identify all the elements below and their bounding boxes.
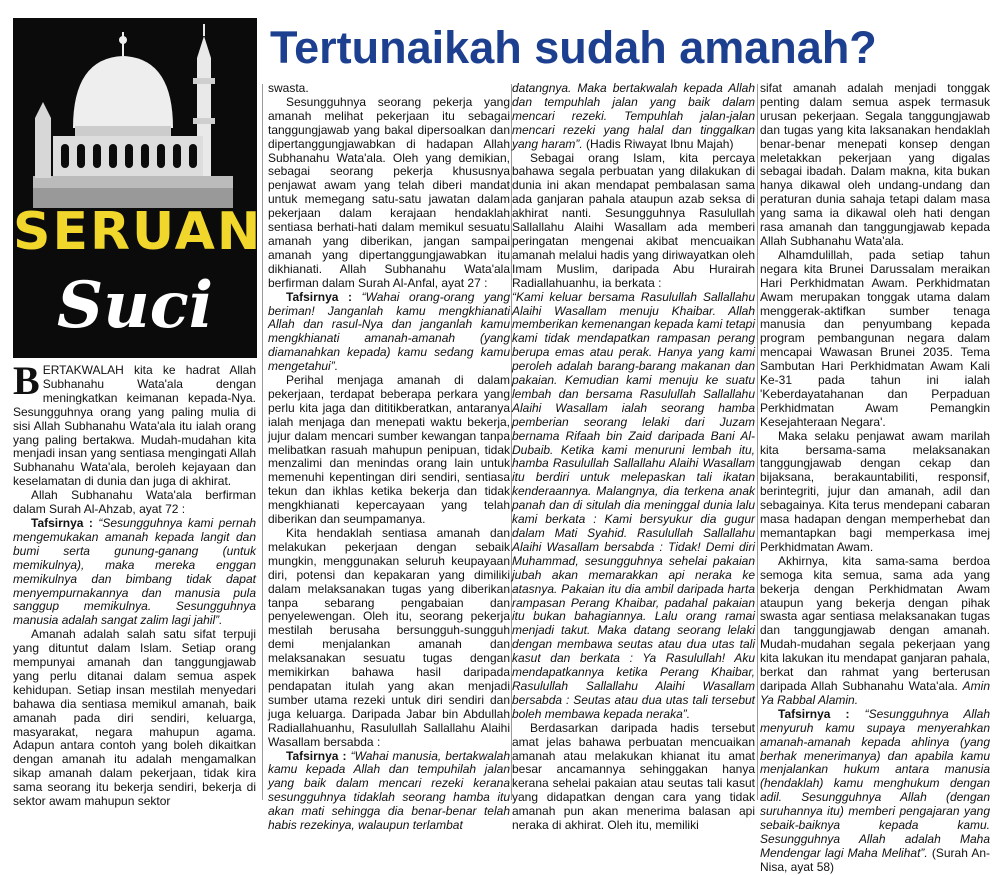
drop-cap: B — [13, 358, 40, 403]
article-column-4 — [760, 81, 991, 874]
paragraph: sifat amanah adalah menjadi tonggak penting dalam semua aspek termasuk urusan pekerjaan. Segala tanggungjawab dan tugas yang kita laksanakan hendaklah benar-benar menepati konsep dengan meletakkan pekerjaan yang digalas sebagai ibadah. Dalam makna, kita bukan hanya dikawal oleh undang-undang dan peraturan dunia sahaja tetapi dalam masa yang sama ia dikawal oleh hati dengan rasa amanah dan tanggungjawab kepada Allah Subhanahu Wata'ala. — [760, 81, 990, 248]
paragraph: Allah Subhanahu Wata'ala berfirman dalam Surah Al-Ahzab, ayat 72 : — [13, 488, 256, 517]
paragraph: Tafsirnya : “Wahai manusia, bertakwalah kamu kepada Allah dan tempuhilah jalan yang baik dalam mencari rezeki kerana sesungguhnya tidaklah seorang hamba itu akan mati sehingga dia benar-benar telah habis rezekinya, walaupun terlambat — [268, 748, 510, 833]
paragraph: swasta. — [268, 81, 309, 95]
logo-word-seruan: SERUAN — [13, 202, 263, 262]
paragraph: Perihal menjaga amanah di dalam pekerjaan, terdapat beberapa perkara yang perlu kita jaga dan dititikberatkan, antaranya ialah menjaga dan menepati waktu bekerja, jujur dalam mencari sumber kewangan tanpa melibatkan rasuah mahupun penipuan, tidak menzalimi dan menindas orang lain untuk memenuhi kepentingan diri sendiri, sentiasa tekun dan ikhlas ketika bekerja dan tidak mengkhianati kepercayaan yang telah diberikan dan seumpamanya. — [268, 373, 510, 527]
paragraph: Tafsirnya : “Sesungguhnya kami pernah mengemukakan amanah kepada langit dan bumi serta gunung-ganang (untuk memikulnya), maka mereka enggan memikulnya dan bimbang tidak dapat menyempurnakannya dan manusia pula sanggup memikulnya. Sesungguhnya manusia adalah sangat zalim lagi jahil”. — [13, 515, 257, 628]
paragraph: Tafsirnya : “Wahai orang-orang yang beriman! Janganlah kamu mengkhianati Allah dan rasul-Nya dan janganlah kamu mengkhianati amanah-amanah (yang diamanahkan kepada) kamu sedang kamu mengetahui”. — [268, 289, 510, 374]
paragraph: Kita hendaklah sentiasa amanah dan melakukan pekerjaan dengan sebaik mungkin, menggunakan seluruh keupayaan diri, potensi dan kepakaran yang dimiliki dalam melaksanakan tugas yang diberikan tanpa sebarang pengabaian dan penyelewengan. Oleh itu, seorang pekerja mestilah berusaha bersungguh-sungguh demi menjalankan amanah dan melaksanakan sesuatu tugas dengan memikirkan bahawa hasil daripada pendapatan itulah yang akan menjadi sumber utama rezeki untuk diri sendiri dan juga keluarga. Daripada Jabar bin Abdullah Radiallahuanhu, Rasulullah Sallallahu Alaihi Wasallam bersabda : — [268, 526, 510, 749]
column-logo — [13, 18, 263, 358]
paragraph: Berdasarkan daripada hadis tersebut amat jelas bahawa perbuatan mencuaikan amanah atau melakukan khianat itu amat besar ancamannya sehinggakan hanya kerana sehelai pakaian atau seutas tali kasut yang didapatkan dengan cara yang tidak amanah pun akan menerima balasan api neraka di akhirat. Oleh itu, memiliki — [512, 720, 755, 833]
paragraph: Maka selaku penjawat awam marilah kita bersama-sama melaksanakan tanggungjawab dengan cekap dan bijaksana, berakauntabiliti, responsif, berintegriti, jujur dan amanah, adil dan sebagainya. Kita terus mendepani cabaran masa hadapan dengan memperhebat dan memantapkan bagi memperkasa imej Perkhidmatan Awam. — [760, 428, 990, 554]
logo-word-suci: Suci — [56, 268, 214, 343]
paragraph: Sesungguhnya seorang pekerja yang amanah melihat pekerjaan itu sebagai tanggungjawab yang bakal dipersoalkan dan dipertanggungjawabkan di hadapan Allah Subhanahu Wata'ala. Oleh yang demikian, sebagai seorang pekerja khususnya penjawat awam yang telah diberi mandat untuk memegang satu-satu jawatan dalam pekerjaan dalam kerajaan hendaklah sentiasa berhati-hati dalam memikul sesuatu amanah yang diberikan, jangan sampai amanah yang dipertanggungjawabkan itu dikhianati. Allah Subhanahu Wata'ala berfirman dalam Surah Al-Anfal, ayat 27 : — [268, 94, 510, 290]
article-column-1 — [13, 358, 257, 809]
paragraph: datangnya. Maka bertakwalah kepada Allah dan tempuhlah jalan yang baik dalam mencari rezeki. Tempuhlah jalan-jalan mencari rezeki yang halal dan tinggalkan yang haram”. (Hadis Riwayat Ibnu Majah) — [512, 81, 755, 151]
paragraph: Akhirnya, kita sama-sama berdoa semoga kita semua, sama ada yang bekerja dengan Perkhidmatan Awam ataupun yang bekerja dengan pihak swasta agar sentiasa melaksanakan tugas dan tanggungjawab dengan amanah. Mudah-mudahan segala pekerjaan yang kita lakukan itu mendapat ganjaran pahala, berkat dan rahmat yang berterusan daripada Allah Subhanahu Wata'ala. Amin Ya Rabbal Alamin. — [760, 553, 990, 707]
paragraph: Tafsirnya : “Sesungguhnya Allah menyuruh kamu supaya menyerahkan amanah-amanah kepada ahlinya (yang berhak menerimanya) dan apabila kamu menjalankan hukum antara manusia (hendaklah) kamu menghukum dengan adil. Sesungguhnya Allah (dengan suruhannya itu) memberi pengajaran yang sebaik-baiknya kepada kamu. Sesungguhnya Allah adalah Maha Mendengar lagi Maha Melihat”. (Surah An-Nisa, ayat 58) — [760, 706, 991, 874]
mosque-dome-icon — [13, 18, 257, 208]
paragraph: “Kami keluar bersama Rasulullah Sallallahu Alaihi Wasallam menuju Khaibar. Allah memberikan kemenangan kepada kami tetapi kami tidak mendapatkan rampasan perang berupa emas atau perak. Hanya yang kami peroleh adalah barang-barang makanan dan pakaian. Kemudian kami menuju ke suatu lembah dan bersama Rasulullah Sallallahu Alaihi Wasallam ialah seorang hamba pemberian seorang lelaki dari Juzam bernama Rifaah bin Zaid daripada Bani Al-Dubaib. Ketika kami menuruni lembah itu, hamba Rasulullah Sallallahu Alaihi Wasallam itu berdiri untuk melepaskan tali ikatan kenderaannya. Malangnya, dia terkena anak panah dan di situlah dia meninggal dunia lalu kami berkata : Kami bersyukur dia gugur dalam Mati Syahid. Rasulullah Sallallahu Alaihi Wasallam bersabda : Tidak! Demi diri Muhammad, sesungguhnya sehelai pakaian jubah akan memarakkan api neraka ke atasnya. Pakaian itu dia ambil daripada harta rampasan Perang Khaibar, padahal pakaian itu bukan bahagiannya. Lalu orang ramai menjadi takut. Maka datang seorang lelaki dengan membawa seutas atau dua utas tali kasut dan berkata : Ya Rasulullah! Aku mendapatkannya ketika Perang Khaibar, Rasulullah Sallallahu Alaihi Wasallam bersabda : Seutas atau dua utas tali tersebut boleh membawa kepada neraka”. — [512, 289, 755, 721]
article-column-3 — [512, 81, 755, 833]
article-title: Tertunaikah sudah amanah? — [270, 22, 877, 73]
paragraph: Amanah adalah salah satu sifat terpuji yang dituntut dalam Islam. Setiap orang mempunyai amanah dan tanggungjawab yang perlu ditanai dalam semua aspek kehidupan. Setiap insan mestilah menyedari bahawa dia sentiasa memikul amanah, baik amanah pada diri sendiri, keluarga, masyarakat, negara mahupun agama. Adapun antara contoh yang boleh dikaitkan dengan amanah itu adalah mengamalkan sikap amanah dalam pekerjaan, tidak kira sama seorang itu bekerja sendiri, bekerja di sektor awam mahupun sektor — [13, 627, 256, 809]
paragraph: Alhamdulillah, pada setiap tahun negara kita Brunei Darussalam meraikan Hari Perkhidmatan Awam. Perkhidmatan Awam merupakan tonggak utama dalam menggerak-aktifkan sumber tenaga manusia dan penyumbang kepada program pembangunan negara dalam mencapai Wawasan Brunei 2035. Tema Sambutan Hari Perkhidmatan Awam Kali Ke-31 pada tahun ini ialah 'Keberdayatahanan dan Perpaduan Perkhidmatan Awam Pemangkin Kesejahteraan Negara'. — [760, 247, 990, 429]
paragraph: Sebagai orang Islam, kita percaya bahawa segala perbuatan yang dilakukan di dunia ini akan mendapat pembalasan sama ada ganjaran pahala ataupun azab seksa di akhirat nanti. Sesungguhnya Rasulullah Sallallahu Alaihi Wasallam ada memberi peringatan mengenai akibat mencuaikan amanah melalui hadis yang diriwayatkan oleh Imam Muslim, daripada Abu Hurairah Radiallahuanhu, ia berkata : — [512, 150, 755, 290]
article-column-2 — [268, 81, 510, 833]
column-divider — [757, 84, 758, 800]
paragraph: BERTAKWALAH kita ke hadrat Allah Subhanahu Wata'ala dengan meningkatkan keimanan kepada-Nya. Sesungguhnya orang yang paling mulia di sisi Allah Subhanahu Wata'ala itu ialah orang yang paling bertakwa. Mudah-mudahan kita menjadi insan yang sentiasa mengingati Allah Subhanahu Wata'ala, beroleh kejayaan dan keselamatan di dunia dan juga di akhirat. — [13, 358, 256, 489]
column-divider — [262, 84, 263, 800]
